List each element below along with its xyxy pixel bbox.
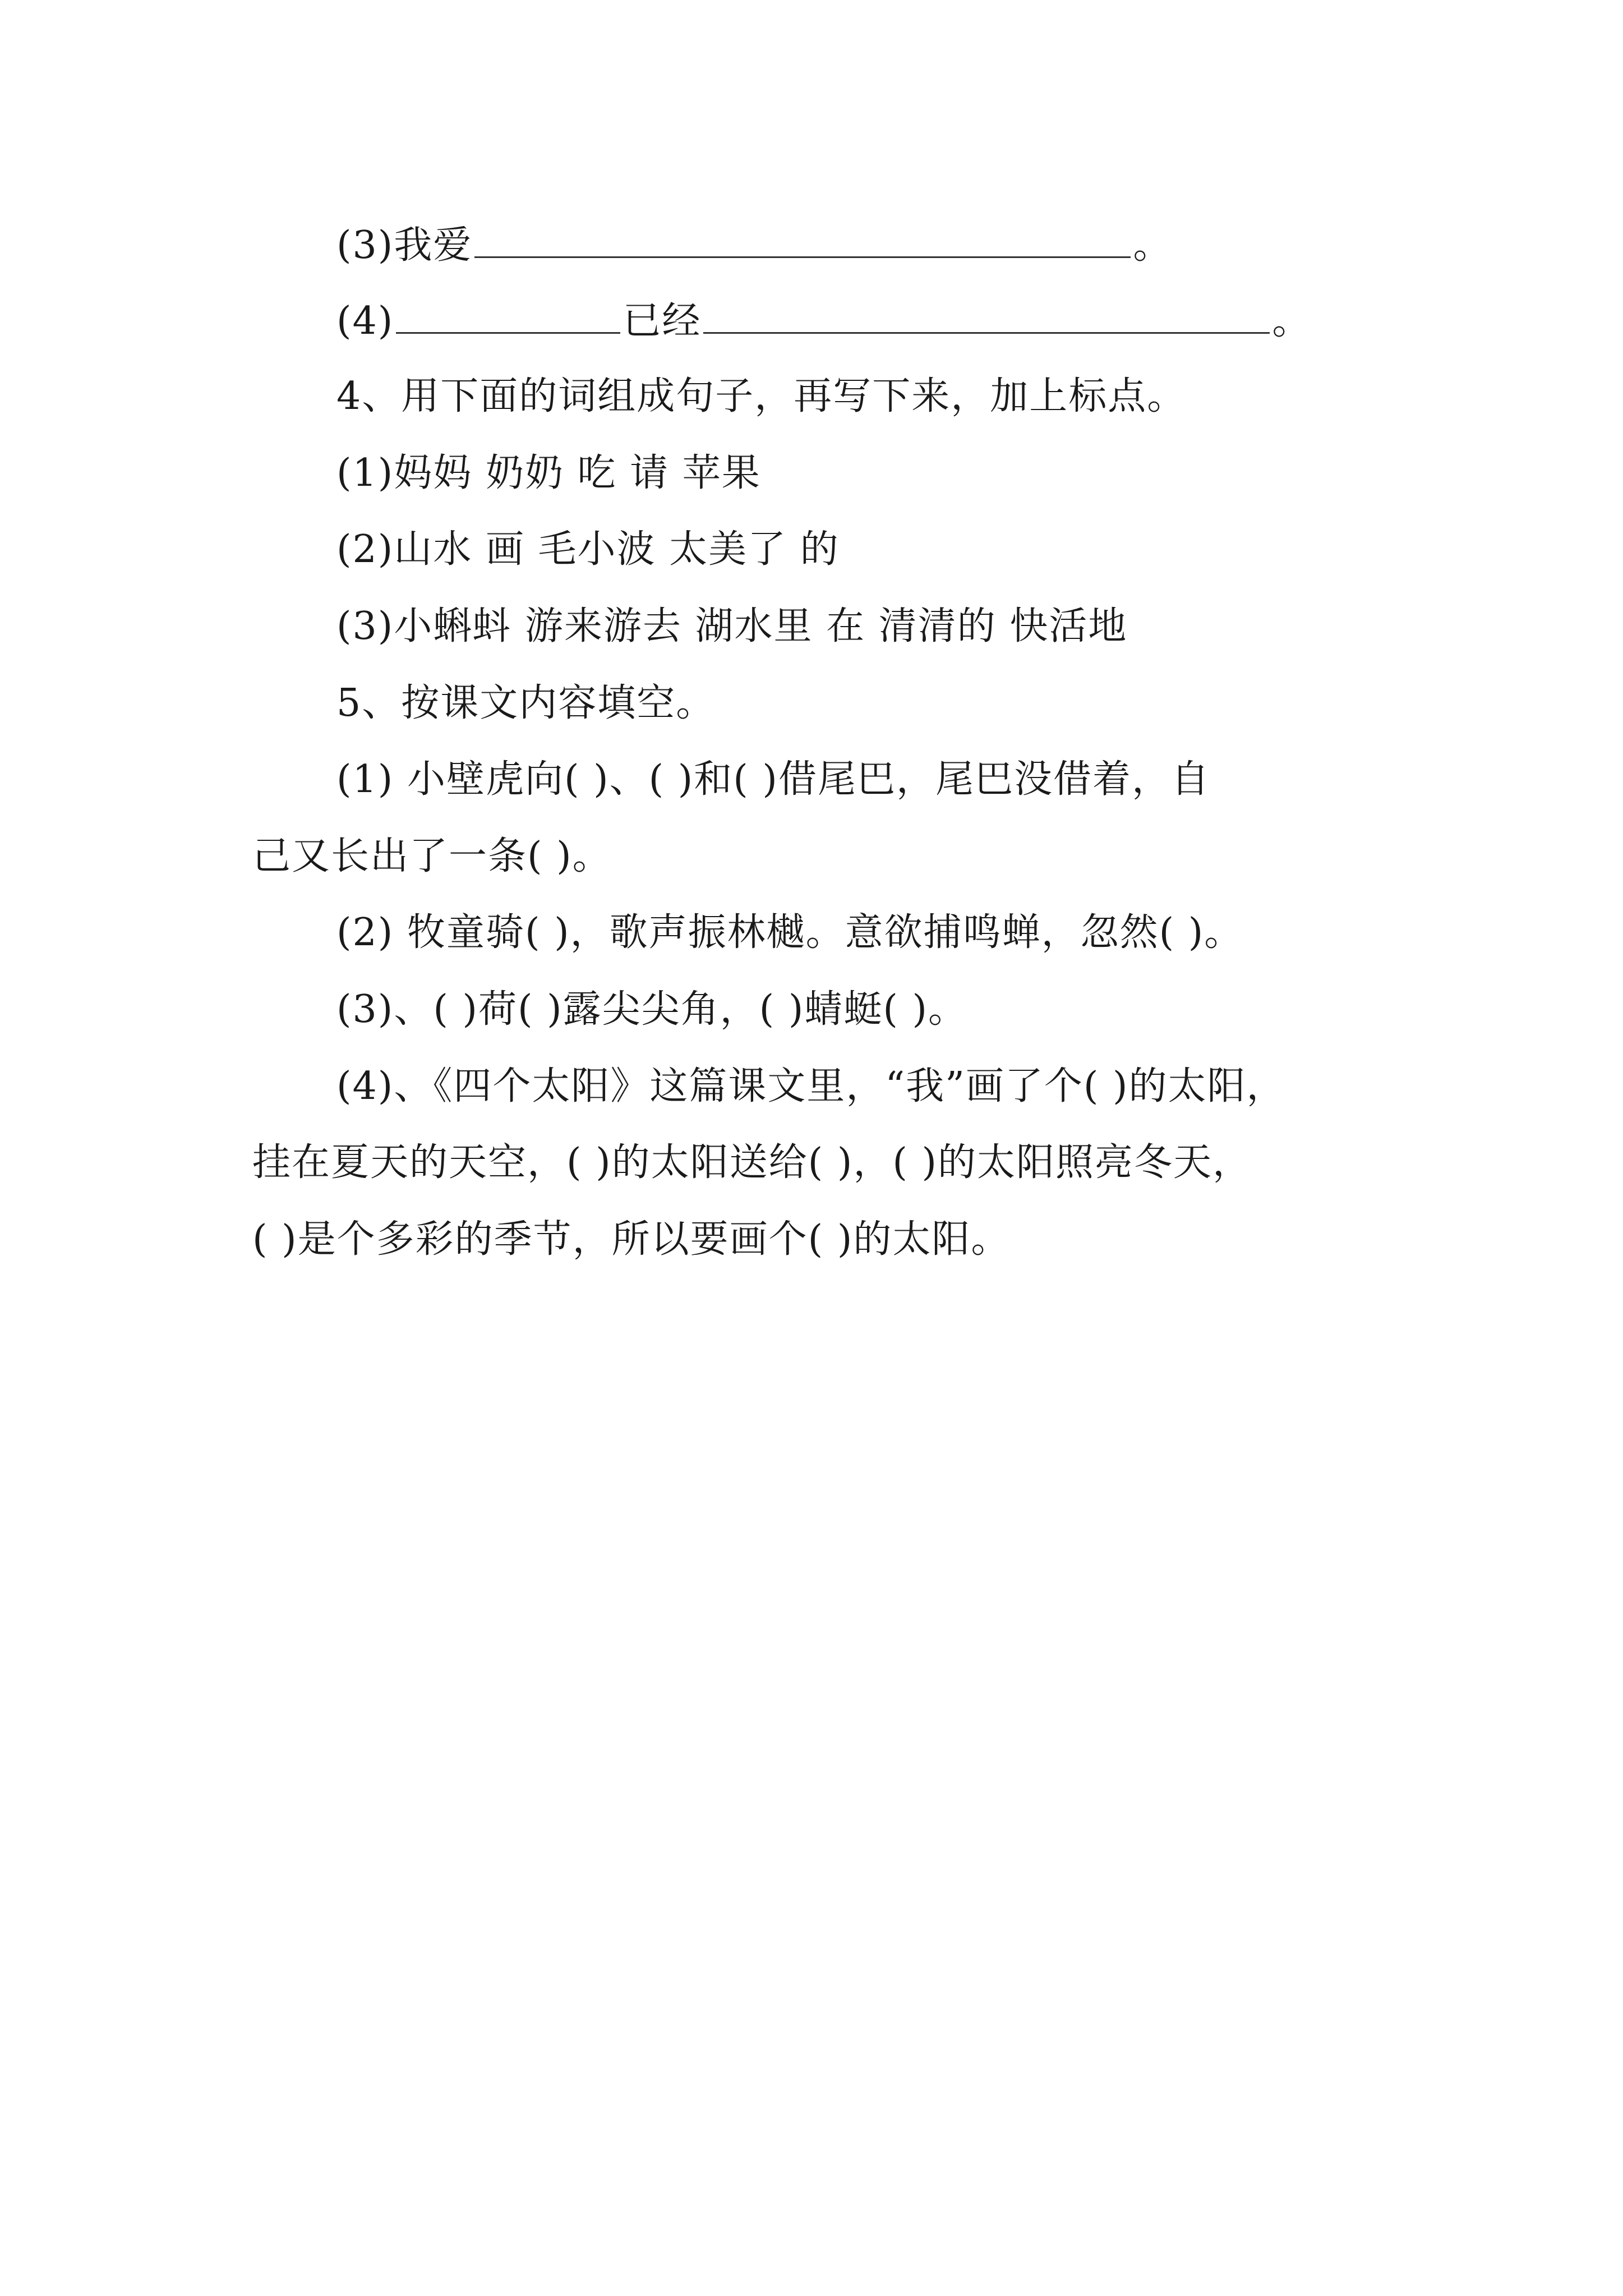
section-5-q1-line-2: 己又长出了一条( )。 — [252, 834, 612, 878]
fill-in-item-4 — [336, 297, 1311, 344]
section-5-q2: (2) 牧童骑( )，歌声振林樾。意欲捕鸣蝉，忽然( )。 — [336, 910, 1244, 955]
section-5-heading: 5、按课文内容填空。 — [336, 681, 716, 725]
section-4-item-1: (1)妈妈 奶奶 吃 请 苹果 — [336, 451, 761, 495]
fill-in-item-3 — [336, 222, 1172, 268]
section-5-q1-line-1: (1) 小壁虎向( )、( )和( )借尾巴，尾巴没借着，自 — [336, 757, 1210, 802]
item-4-prefix: (4) — [336, 299, 394, 343]
section-5-q4-line-1: (4)、《四个太阳》这篇课文里，“我”画了个( )的太阳， — [336, 1064, 1286, 1108]
section-5-q3: (3)、( )荷( )露尖尖角，( )蜻蜓( )。 — [336, 987, 968, 1032]
section-5-q4-line-2: 挂在夏天的天空，( )的太阳送给( )，( )的太阳照亮冬天， — [252, 1140, 1252, 1185]
item-3-prefix: (3)我爱 — [336, 223, 473, 268]
section-4-heading: 4、用下面的词组成句子，再写下来，加上标点。 — [336, 374, 1187, 418]
item-4-middle: 已经 — [623, 299, 702, 343]
answer-blank — [474, 222, 1131, 258]
section-4-item-2: (2)山水 画 毛小波 太美了 的 — [336, 527, 840, 572]
item-3-suffix: 。 — [1133, 223, 1173, 268]
answer-blank — [396, 297, 620, 334]
item-4-suffix: 。 — [1272, 299, 1312, 343]
section-4-item-3: (3)小蝌蚪 游来游去 湖水里 在 清清的 快活地 — [336, 604, 1128, 648]
section-5-q4-line-3: ( )是个多彩的季节，所以要画个( )的太阳。 — [252, 1217, 1011, 1262]
answer-blank — [703, 297, 1270, 334]
